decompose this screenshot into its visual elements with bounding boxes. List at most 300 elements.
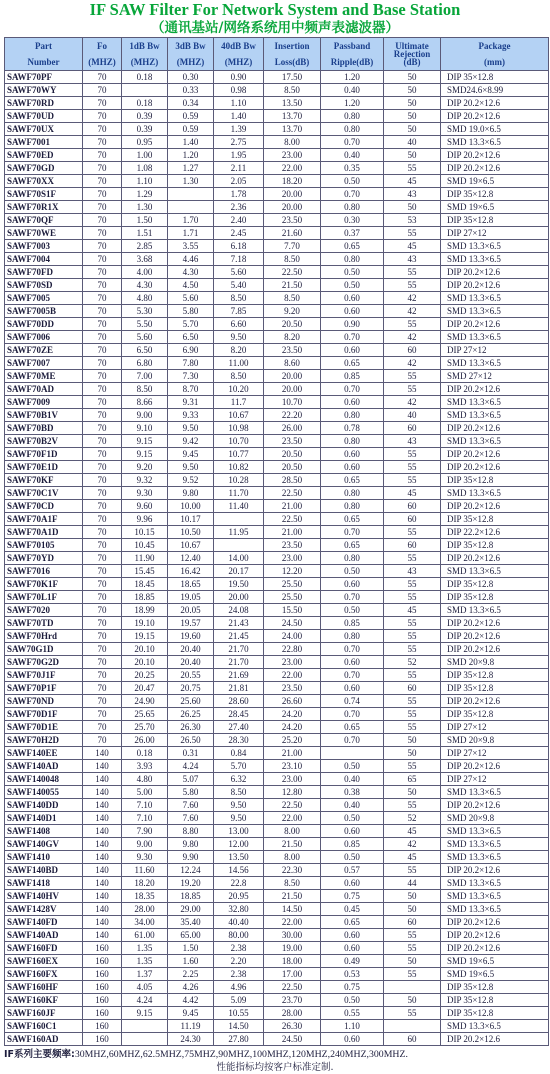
cell-bw-3db: 0.33 [168,84,214,97]
cell-insertion-loss: 18.20 [264,175,321,188]
cell-bw-40db: 80.00 [214,929,264,942]
cell-passband-ripple: 0.60 [321,396,384,409]
cell-passband-ripple: 0.60 [321,877,384,890]
cell-bw-3db: 20.55 [168,669,214,682]
cell-bw-1db: 4.00 [122,266,168,279]
cell-ultimate-rejection: 55 [384,227,441,240]
cell-center-frequency: 70 [83,266,122,279]
table-row [5,578,549,591]
cell-bw-1db: 6.50 [122,344,168,357]
table-row [5,708,549,721]
table-row [5,916,549,929]
cell-package: SMD 20×9.8 [441,812,549,825]
cell-package: DIP 35×12.8 [441,539,549,552]
cell-package: SMD 13.3×6.5 [441,487,549,500]
cell-passband-ripple: 0.80 [321,630,384,643]
cell-center-frequency: 70 [83,487,122,500]
cell-ultimate-rejection: 50 [384,84,441,97]
cell-center-frequency: 70 [83,331,122,344]
cell-passband-ripple: 0.80 [321,253,384,266]
cell-bw-3db: 7.60 [168,799,214,812]
cell-ultimate-rejection: 42 [384,305,441,318]
table-row [5,994,549,1007]
cell-part-number: SAWF70Hrd [5,630,83,643]
table-row [5,981,549,994]
table-row [5,136,549,149]
cell-insertion-loss: 23.70 [264,994,321,1007]
header-part-number [5,38,83,71]
cell-bw-1db: 20.47 [122,682,168,695]
cell-passband-ripple: 0.40 [321,149,384,162]
cell-package: SMD 13.3×6.5 [441,409,549,422]
cell-part-number: SAWF70TD [5,617,83,630]
cell-part-number: SAWF70P1F [5,682,83,695]
cell-ultimate-rejection: 55 [384,708,441,721]
cell-part-number: SAWF70XX [5,175,83,188]
cell-insertion-loss: 8.00 [264,136,321,149]
cell-bw-1db: 1.37 [122,968,168,981]
cell-passband-ripple: 0.80 [321,123,384,136]
cell-bw-1db: 18.45 [122,578,168,591]
cell-passband-ripple: 0.49 [321,955,384,968]
cell-package: SMD 13.3×6.5 [441,331,549,344]
cell-part-number: SAWF70BD [5,422,83,435]
header-text: Ripple(dB) [330,57,374,67]
frequency-list: 30MHZ,60MHZ,62.5MHZ,75MHZ,90MHZ,100MHZ,120MHZ,240MHZ,300MHZ. [74,1049,408,1060]
cell-part-number: SAWF70A1F [5,513,83,526]
cell-part-number: SAWF1418 [5,877,83,890]
table-row [5,71,549,84]
cell-bw-1db: 15.45 [122,565,168,578]
table-row [5,266,549,279]
cell-part-number: SAWF7001 [5,136,83,149]
cell-center-frequency: 140 [83,903,122,916]
cell-center-frequency: 140 [83,786,122,799]
cell-bw-1db: 0.18 [122,97,168,110]
cell-package: DIP 35×12.8 [441,1007,549,1020]
cell-part-number: SAWF140048 [5,773,83,786]
table-row [5,903,549,916]
cell-center-frequency: 70 [83,175,122,188]
cell-center-frequency: 140 [83,812,122,825]
cell-bw-3db: 4.42 [168,994,214,1007]
cell-center-frequency: 70 [83,279,122,292]
cell-bw-1db: 0.39 [122,110,168,123]
cell-bw-1db: 7.00 [122,370,168,383]
cell-ultimate-rejection: 50 [384,734,441,747]
cell-bw-3db: 9.90 [168,851,214,864]
cell-package: SMD24.6×8.99 [441,84,549,97]
cell-ultimate-rejection: 50 [384,786,441,799]
cell-ultimate-rejection: 50 [384,123,441,136]
cell-center-frequency: 160 [83,955,122,968]
cell-package: SMD 13.3×6.5 [441,604,549,617]
cell-package: SMD 13.3×6.5 [441,877,549,890]
cell-insertion-loss: 22.50 [264,513,321,526]
cell-passband-ripple: 0.60 [321,461,384,474]
cell-bw-3db: 25.60 [168,695,214,708]
cell-bw-1db: 20.25 [122,669,168,682]
cell-center-frequency: 70 [83,344,122,357]
cell-bw-3db: 4.46 [168,253,214,266]
cell-bw-3db: 19.60 [168,630,214,643]
cell-package: DIP 20.2×12.6 [441,461,549,474]
table-row [5,526,549,539]
header-text: Number [27,57,60,67]
cell-bw-1db: 9.15 [122,435,168,448]
cell-bw-40db: 9.50 [214,799,264,812]
cell-bw-1db: 24.90 [122,695,168,708]
table-row [5,422,549,435]
cell-passband-ripple: 0.65 [321,916,384,929]
cell-center-frequency: 70 [83,97,122,110]
cell-center-frequency: 160 [83,1020,122,1033]
cell-ultimate-rejection: 50 [384,97,441,110]
cell-ultimate-rejection: 55 [384,578,441,591]
cell-bw-40db: 28.45 [214,708,264,721]
cell-ultimate-rejection: 55 [384,591,441,604]
cell-part-number: SAWF70D1E [5,721,83,734]
cell-ultimate-rejection: 52 [384,812,441,825]
cell-bw-1db: 0.18 [122,747,168,760]
cell-bw-40db: 10.55 [214,1007,264,1020]
cell-package: DIP 20.2×12.6 [441,149,549,162]
cell-part-number: SAWF70K1F [5,578,83,591]
cell-bw-1db: 2.85 [122,240,168,253]
cell-insertion-loss: 23.00 [264,656,321,669]
cell-part-number: SAWF160EX [5,955,83,968]
cell-bw-3db: 4.26 [168,981,214,994]
cell-ultimate-rejection: 55 [384,279,441,292]
cell-bw-3db: 16.42 [168,565,214,578]
cell-bw-40db: 8.50 [214,786,264,799]
cell-bw-1db: 9.00 [122,838,168,851]
table-row [5,539,549,552]
cell-part-number: SAWF7003 [5,240,83,253]
cell-bw-3db: 9.33 [168,409,214,422]
cell-passband-ripple: 0.78 [321,422,384,435]
cell-part-number: SAWF140AD [5,760,83,773]
cell-bw-1db: 1.00 [122,149,168,162]
cell-center-frequency: 160 [83,968,122,981]
table-row [5,955,549,968]
cell-passband-ripple: 0.50 [321,851,384,864]
cell-insertion-loss: 20.00 [264,383,321,396]
cell-ultimate-rejection: 55 [384,474,441,487]
cell-bw-3db: 9.80 [168,487,214,500]
cell-part-number: SAWF140HV [5,890,83,903]
cell-package: DIP 20.2×12.6 [441,422,549,435]
table-row [5,643,549,656]
table-row [5,123,549,136]
cell-passband-ripple: 0.35 [321,162,384,175]
cell-bw-40db: 10.67 [214,409,264,422]
cell-ultimate-rejection: 55 [384,318,441,331]
cell-bw-3db: 4.30 [168,266,214,279]
cell-center-frequency: 70 [83,513,122,526]
cell-passband-ripple: 0.70 [321,188,384,201]
cell-package: DIP 20.2×12.6 [441,162,549,175]
cell-bw-40db: 2.36 [214,201,264,214]
cell-insertion-loss: 22.80 [264,643,321,656]
cell-package: DIP 20.2×12.6 [441,552,549,565]
cell-package: DIP 20.2×12.6 [441,630,549,643]
cell-passband-ripple: 0.80 [321,409,384,422]
cell-ultimate-rejection: 55 [384,266,441,279]
header-text: (mm) [484,57,505,67]
cell-center-frequency: 140 [83,799,122,812]
cell-bw-3db: 4.50 [168,279,214,292]
cell-insertion-loss: 22.00 [264,669,321,682]
cell-ultimate-rejection: 50 [384,890,441,903]
cell-insertion-loss: 22.20 [264,409,321,422]
cell-passband-ripple: 0.60 [321,929,384,942]
table-row [5,214,549,227]
cell-insertion-loss: 25.20 [264,734,321,747]
cell-bw-3db: 19.20 [168,877,214,890]
cell-insertion-loss: 21.00 [264,500,321,513]
cell-package: DIP 35×12.8 [441,214,549,227]
cell-part-number: SAWF140DD [5,799,83,812]
cell-bw-3db: 26.30 [168,721,214,734]
cell-ultimate-rejection: 42 [384,292,441,305]
cell-part-number: SAWF70PF [5,71,83,84]
cell-passband-ripple: 0.53 [321,968,384,981]
cell-part-number: SAWF70L1F [5,591,83,604]
cell-bw-40db: 11.70 [214,487,264,500]
cell-center-frequency: 70 [83,409,122,422]
cell-passband-ripple: 0.65 [321,474,384,487]
cell-bw-40db: 21.70 [214,656,264,669]
cell-bw-40db: 5.40 [214,279,264,292]
cell-bw-1db: 34.00 [122,916,168,929]
table-row [5,1007,549,1020]
cell-passband-ripple: 0.55 [321,1007,384,1020]
cell-part-number: SAWF70QF [5,214,83,227]
cell-bw-3db: 9.45 [168,1007,214,1020]
header-text: (MHZ) [224,57,253,67]
cell-passband-ripple: 0.60 [321,292,384,305]
cell-insertion-loss: 21.60 [264,227,321,240]
cell-bw-40db: 14.50 [214,1020,264,1033]
cell-center-frequency: 160 [83,1033,122,1046]
cell-bw-40db: 2.38 [214,968,264,981]
cell-insertion-loss: 22.00 [264,162,321,175]
cell-bw-3db: 1.71 [168,227,214,240]
cell-bw-1db: 20.10 [122,643,168,656]
cell-insertion-loss: 23.50 [264,344,321,357]
cell-bw-40db: 6.18 [214,240,264,253]
cell-bw-1db: 8.66 [122,396,168,409]
cell-center-frequency: 70 [83,669,122,682]
cell-passband-ripple: 0.30 [321,214,384,227]
cell-package: DIP 27×12 [441,227,549,240]
table-row [5,929,549,942]
cell-bw-3db: 7.80 [168,357,214,370]
table-row [5,513,549,526]
cell-ultimate-rejection: 60 [384,1033,441,1046]
cell-bw-3db: 10.50 [168,526,214,539]
cell-package: DIP 20.2×12.6 [441,383,549,396]
table-row [5,565,549,578]
cell-center-frequency: 70 [83,292,122,305]
cell-bw-40db: 27.40 [214,721,264,734]
cell-center-frequency: 70 [83,396,122,409]
cell-bw-1db: 1.35 [122,955,168,968]
cell-passband-ripple: 0.80 [321,500,384,513]
cell-center-frequency: 70 [83,422,122,435]
table-row [5,1020,549,1033]
cell-bw-40db: 2.40 [214,214,264,227]
table-row [5,968,549,981]
cell-insertion-loss: 22.00 [264,812,321,825]
cell-center-frequency: 70 [83,188,122,201]
cell-passband-ripple: 0.70 [321,734,384,747]
cell-passband-ripple: 0.70 [321,669,384,682]
cell-bw-40db: 11.00 [214,357,264,370]
table-row [5,474,549,487]
cell-passband-ripple [321,747,384,760]
cell-bw-40db: 28.30 [214,734,264,747]
header-insertion-loss [264,38,321,71]
cell-passband-ripple: 0.70 [321,136,384,149]
cell-bw-40db: 10.82 [214,461,264,474]
cell-ultimate-rejection: 50 [384,903,441,916]
header-text: Insertion [274,41,310,51]
cell-bw-1db: 25.65 [122,708,168,721]
table-row [5,201,549,214]
table-body [5,71,549,1046]
cell-bw-1db: 4.30 [122,279,168,292]
cell-bw-40db: 1.40 [214,110,264,123]
cell-ultimate-rejection: 45 [384,851,441,864]
cell-part-number: SAWF140AD [5,929,83,942]
cell-passband-ripple: 0.60 [321,578,384,591]
cell-passband-ripple: 0.38 [321,786,384,799]
cell-bw-1db: 1.08 [122,162,168,175]
cell-bw-40db: 24.08 [214,604,264,617]
cell-center-frequency: 140 [83,760,122,773]
cell-bw-3db: 0.59 [168,123,214,136]
cell-bw-1db: 1.10 [122,175,168,188]
cell-insertion-loss: 20.00 [264,201,321,214]
cell-bw-1db: 9.00 [122,409,168,422]
cell-bw-3db: 8.70 [168,383,214,396]
cell-bw-40db: 1.95 [214,149,264,162]
cell-bw-40db: 13.50 [214,851,264,864]
cell-passband-ripple: 0.40 [321,773,384,786]
cell-center-frequency: 140 [83,838,122,851]
table-row [5,149,549,162]
cell-package: SMD 13.3×6.5 [441,305,549,318]
cell-ultimate-rejection: 45 [384,240,441,253]
cell-insertion-loss: 13.70 [264,123,321,136]
cell-part-number: SAWF70GD [5,162,83,175]
cell-bw-40db: 22.8 [214,877,264,890]
cell-center-frequency: 70 [83,500,122,513]
cell-part-number: SAWF7016 [5,565,83,578]
table-row [5,786,549,799]
cell-bw-1db: 28.00 [122,903,168,916]
cell-insertion-loss: 28.50 [264,474,321,487]
cell-bw-3db: 0.34 [168,97,214,110]
cell-package: SMD 13.3×6.5 [441,786,549,799]
cell-bw-1db [122,1020,168,1033]
cell-insertion-loss: 24.00 [264,630,321,643]
cell-bw-40db: 13.00 [214,825,264,838]
cell-center-frequency: 70 [83,318,122,331]
cell-bw-1db: 4.24 [122,994,168,1007]
table-row [5,175,549,188]
cell-part-number: SAWF70B2V [5,435,83,448]
cell-bw-1db: 5.60 [122,331,168,344]
cell-ultimate-rejection: 45 [384,604,441,617]
cell-part-number: SAWF7009 [5,396,83,409]
header-row [5,38,549,71]
cell-bw-3db: 4.24 [168,760,214,773]
table-row [5,162,549,175]
table-row [5,721,549,734]
cell-package: SMD 13.3×6.5 [441,396,549,409]
table-row [5,773,549,786]
cell-bw-3db: 1.50 [168,942,214,955]
cell-bw-40db: 10.77 [214,448,264,461]
cell-bw-3db [168,188,214,201]
cell-center-frequency: 70 [83,253,122,266]
cell-bw-3db: 5.80 [168,305,214,318]
cell-passband-ripple: 1.20 [321,97,384,110]
cell-passband-ripple: 0.70 [321,526,384,539]
cell-part-number: SAWF7005B [5,305,83,318]
cell-center-frequency: 160 [83,942,122,955]
cell-ultimate-rejection: 55 [384,162,441,175]
cell-passband-ripple: 0.60 [321,305,384,318]
cell-insertion-loss: 9.20 [264,305,321,318]
cell-package: DIP 22.2×12.6 [441,526,549,539]
cell-bw-40db [214,513,264,526]
cell-ultimate-rejection: 55 [384,968,441,981]
cell-bw-1db: 61.00 [122,929,168,942]
cell-part-number: SAWF160AD [5,1033,83,1046]
cell-part-number: SAWF7005 [5,292,83,305]
cell-part-number: SAWF1408 [5,825,83,838]
cell-passband-ripple: 0.60 [321,344,384,357]
header-text: Passband [333,41,371,51]
cell-bw-1db: 9.60 [122,500,168,513]
cell-package: SMD 19×6.5 [441,968,549,981]
table-row [5,318,549,331]
cell-bw-3db: 7.60 [168,812,214,825]
spec-table [4,37,549,1046]
table-row [5,591,549,604]
cell-center-frequency: 70 [83,617,122,630]
cell-center-frequency: 140 [83,929,122,942]
cell-passband-ripple: 0.70 [321,331,384,344]
cell-insertion-loss: 8.50 [264,292,321,305]
cell-bw-1db: 0.18 [122,71,168,84]
cell-bw-3db: 6.90 [168,344,214,357]
cell-package: SMD 13.3×6.5 [441,240,549,253]
table-row [5,292,549,305]
cell-ultimate-rejection: 50 [384,71,441,84]
cell-ultimate-rejection: 60 [384,539,441,552]
table-row [5,760,549,773]
cell-insertion-loss: 21.50 [264,890,321,903]
cell-insertion-loss: 24.20 [264,721,321,734]
header-text: (MHZ) [88,57,116,67]
cell-part-number: SAWF70WE [5,227,83,240]
cell-bw-3db: 26.50 [168,734,214,747]
